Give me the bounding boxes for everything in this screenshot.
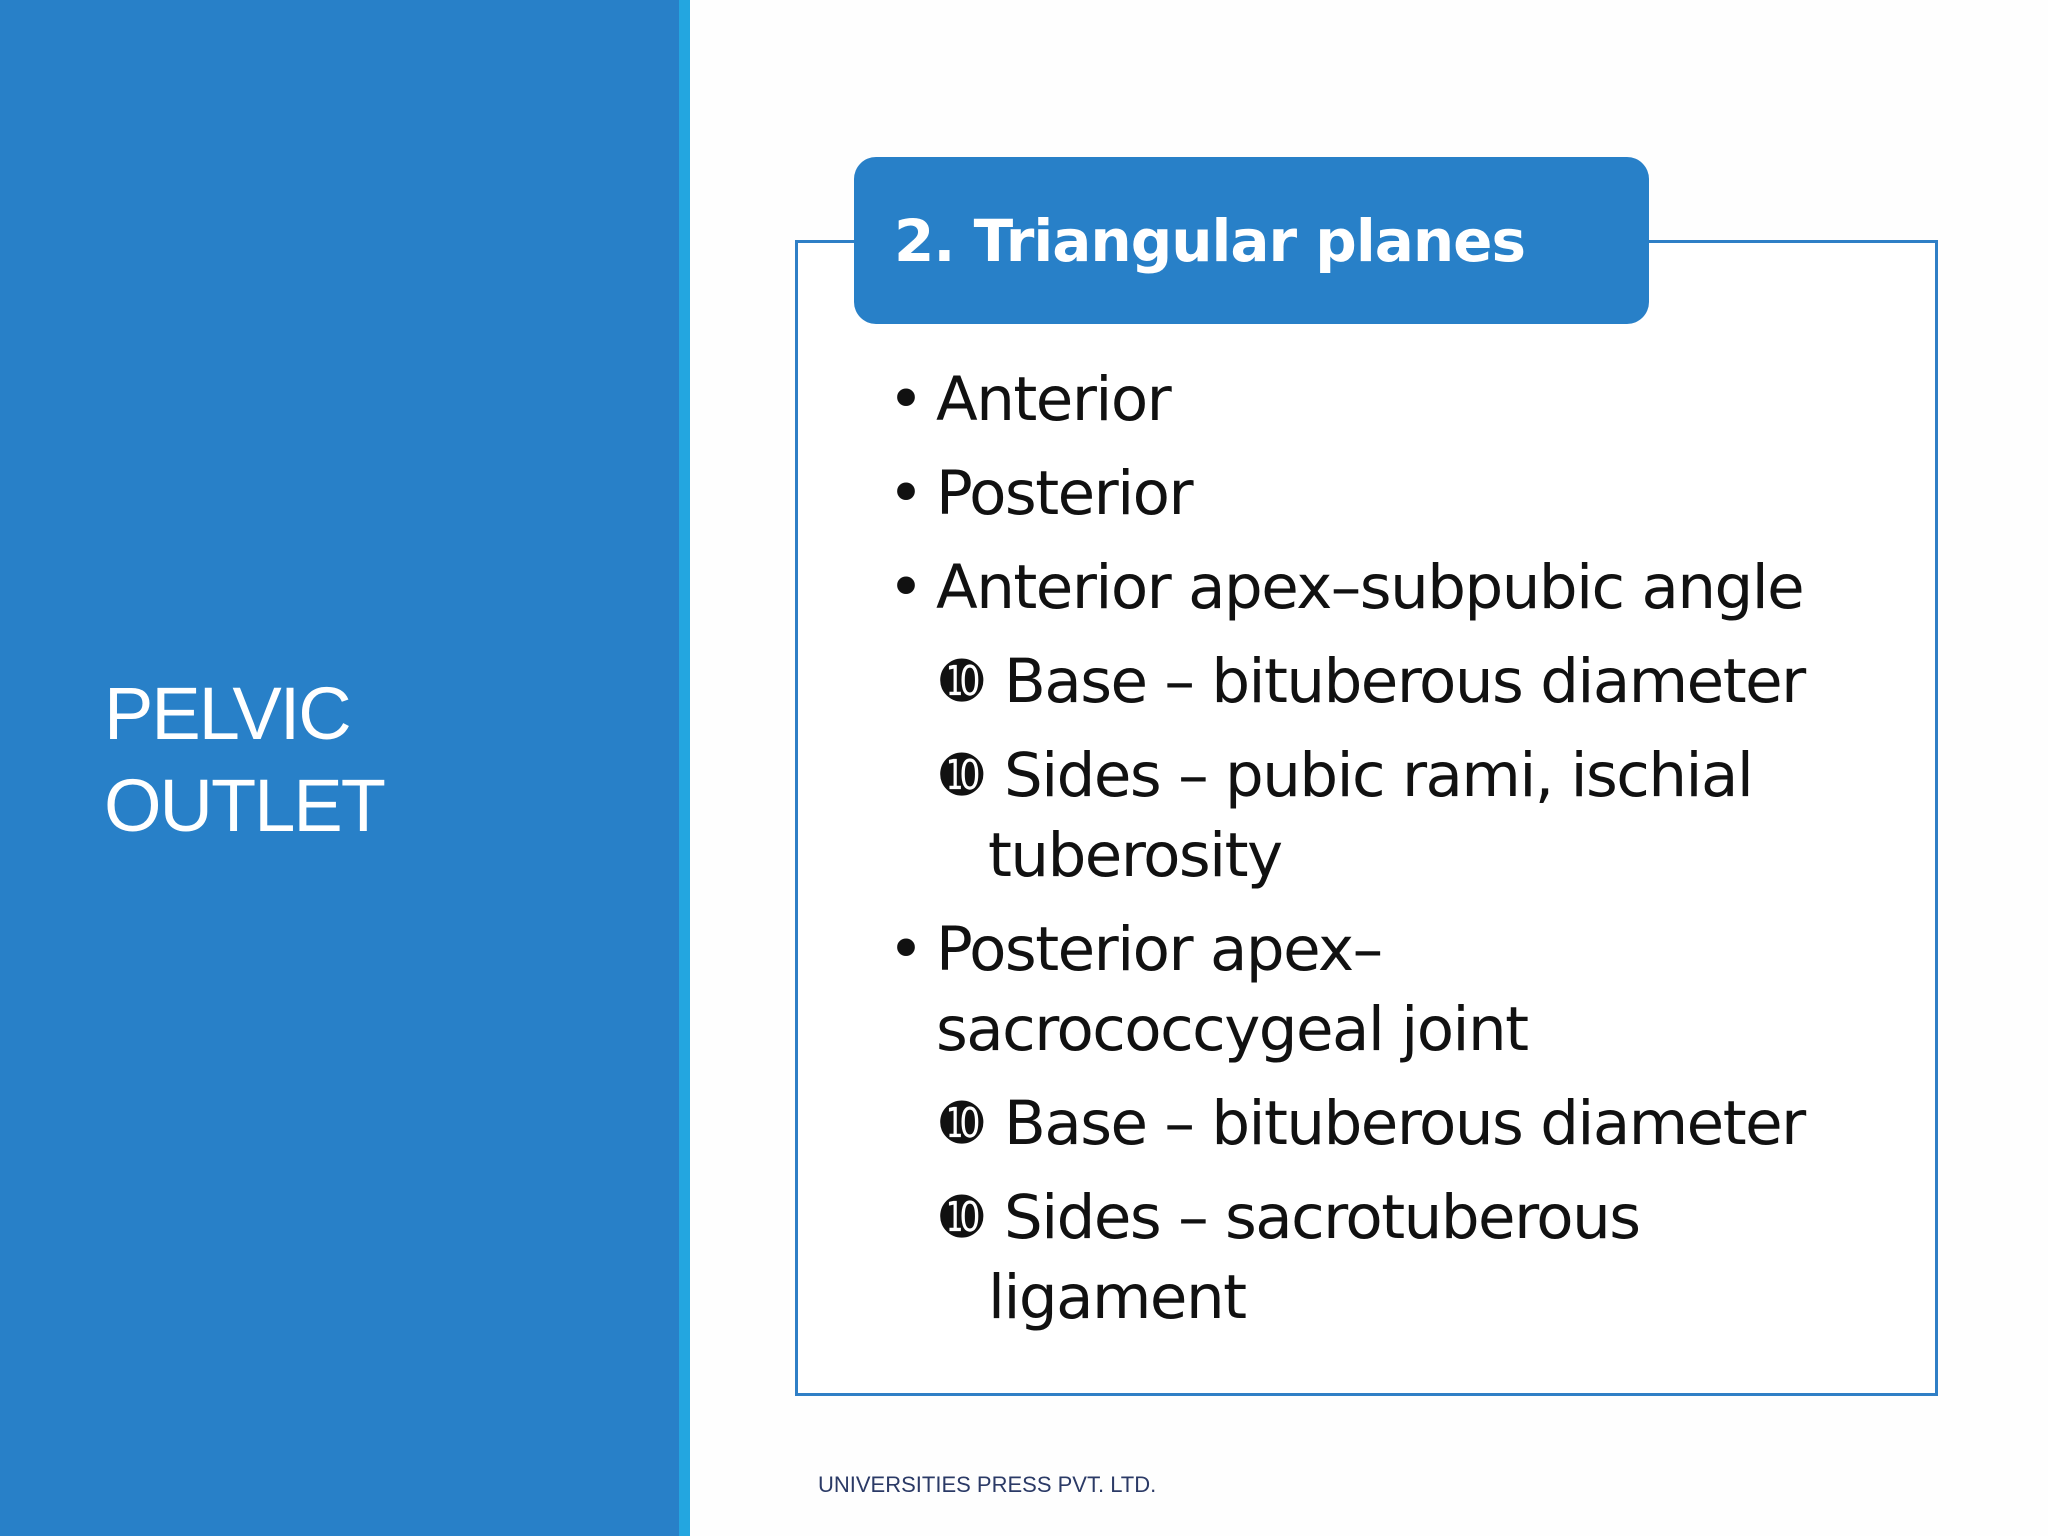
sub-list-item-text: Base – bituberous diameter [1004, 1088, 1805, 1159]
number-ten-icon: ➓ [940, 1094, 984, 1154]
number-ten-icon: ➓ [940, 746, 984, 806]
list-item-text: Anterior apex–subpubic angle [936, 552, 1804, 623]
sub-list-item-text: Sides – pubic rami, ischial [1004, 740, 1753, 811]
list-item-text: Posterior [936, 458, 1193, 529]
sub-list-item-continuation: tuberosity [988, 820, 1282, 891]
bullet-icon: • [888, 914, 923, 985]
list-item [888, 454, 1908, 534]
sidebar-accent-stripe [679, 0, 690, 1536]
slide-title-line-1: PELVIC [104, 672, 350, 755]
bullet-icon: • [888, 552, 923, 623]
bullet-icon: • [888, 458, 923, 529]
publisher-footer: UNIVERSITIES PRESS PVT. LTD. [818, 1472, 1157, 1497]
list-item [888, 360, 1908, 440]
sub-list-item-continuation: ligament [988, 1262, 1246, 1333]
list-item-text: Posterior apex– [936, 914, 1382, 985]
slide-title-line-2: OUTLET [104, 764, 384, 847]
section-header-label: 2. Triangular planes [894, 206, 1525, 275]
sub-list-item [888, 642, 1908, 722]
bullet-icon: • [888, 364, 923, 435]
section-header [854, 157, 1649, 324]
number-ten-icon: ➓ [940, 652, 984, 712]
sub-list-item-text: Base – bituberous diameter [1004, 646, 1805, 717]
list-item [888, 910, 1908, 1070]
sub-list-item [888, 1084, 1908, 1164]
sub-list-item-text: Sides – sacrotuberous [1004, 1182, 1640, 1253]
bullet-list [888, 360, 1908, 1352]
slide-title [104, 668, 664, 852]
list-item-continuation: sacrococcygeal joint [936, 994, 1528, 1065]
list-item-text: Anterior [936, 364, 1171, 435]
sub-list-item [888, 1178, 1908, 1338]
sub-list-item [888, 736, 1908, 896]
list-item [888, 548, 1908, 628]
number-ten-icon: ➓ [940, 1188, 984, 1248]
